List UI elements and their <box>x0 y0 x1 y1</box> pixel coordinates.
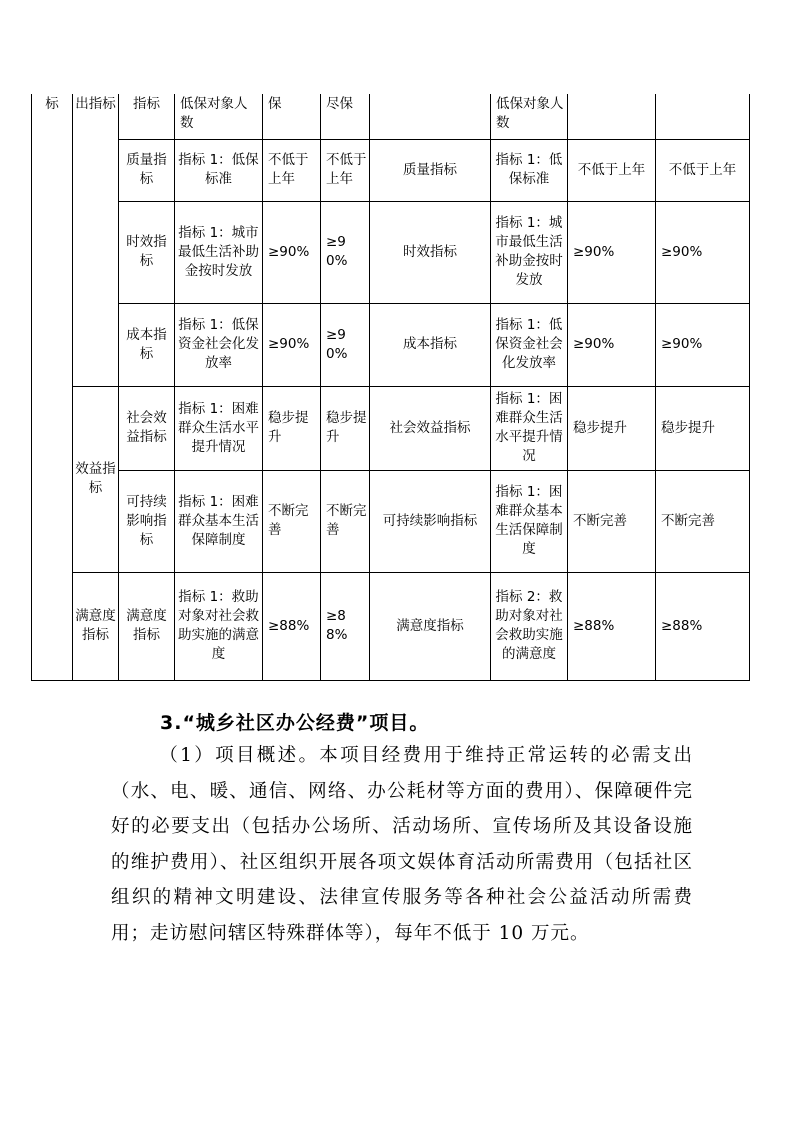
indicator-value-cell: ≥90% <box>568 201 656 303</box>
indicator-content-cell: 指标 2：救助对象对社会救助实施的满意度 <box>491 572 568 680</box>
indicator-value-cell: 不断完善 <box>656 470 750 572</box>
indicator-content-cell: 指标 1：低保资金社会化发放率 <box>175 303 263 386</box>
indicator-value-cell <box>656 94 750 139</box>
indicator-value-cell: 尽保 <box>321 94 370 139</box>
indicator-value-cell: ≥90% <box>321 303 370 386</box>
indicator-value-cell: 不断完善 <box>321 470 370 572</box>
indicator-value-cell: ≥90% <box>263 201 321 303</box>
level3-indicator-cell <box>370 94 491 139</box>
paragraph-text: （1）项目概述。本项目经费用于维持正常运转的必需支出（水、电、暖、通信、网络、办公耗材等方面的费用）、保障硬件完好的必要支出（包括办公场所、活动场所、宣传场所及其设备设施的维护费用）、社区组织开展各项文娱体育活动所需费用（包括社区组织的精神文明建设、法律宣传服务等各种社会公益活动所需费用；走访慰问辖区特殊群体等），每年不低于 10 万元。 <box>111 745 693 944</box>
indicator-content-cell: 指标 1：城市最低生活补助金按时发放 <box>175 201 263 303</box>
indicator-content-cell: 指标 1：救助对象对社会救助实施的满意度 <box>175 572 263 680</box>
indicator-value-cell: ≥90% <box>263 303 321 386</box>
indicator-value-cell: 不断完善 <box>263 470 321 572</box>
indicator-value-cell: 不低于上年 <box>568 139 656 201</box>
benefit-indicator-cell: 效益指标 <box>73 386 119 572</box>
level3-indicator-cell: 社会效益指标 <box>119 386 175 470</box>
indicator-value-cell: 保 <box>263 94 321 139</box>
indicator-value-cell: ≥90% <box>321 201 370 303</box>
indicator-value-cell: 不低于上年 <box>263 139 321 201</box>
indicator-value-cell: ≥88% <box>321 572 370 680</box>
indicator-content-cell: 指标 1：困难群众基本生活保障制度 <box>491 470 568 572</box>
indicator-content-cell: 指标 1：低保标准 <box>491 139 568 201</box>
level3-indicator-cell: 满意度指标 <box>370 572 491 680</box>
indicator-value-cell: 稳步提升 <box>321 386 370 470</box>
indicator-value-cell: 不断完善 <box>568 470 656 572</box>
indicator-content-cell: 指标 1：困难群众基本生活保障制度 <box>175 470 263 572</box>
indicator-value-cell: ≥88% <box>656 572 750 680</box>
output-indicator-cell: 出指标 <box>73 94 119 386</box>
indicator-content-cell: 指标 1：城市最低生活补助金按时发放 <box>491 201 568 303</box>
level3-indicator-cell: 质量指标 <box>119 139 175 201</box>
satisfaction-indicator-cell: 满意度指标 <box>73 572 119 680</box>
level1-indicator-cell: 标 <box>32 94 73 680</box>
level3-indicator-cell: 时效指标 <box>370 201 491 303</box>
indicator-value-cell <box>568 94 656 139</box>
indicator-value-cell: ≥90% <box>656 201 750 303</box>
level3-indicator-cell: 可持续影响指标 <box>370 470 491 572</box>
indicator-content-cell: 指标 1：困难群众生活水平提升情况 <box>175 386 263 470</box>
level3-indicator-cell: 成本指标 <box>119 303 175 386</box>
level3-indicator-cell: 指标 <box>119 94 175 139</box>
indicator-value-cell: 稳步提升 <box>568 386 656 470</box>
indicator-value-cell: 稳步提升 <box>656 386 750 470</box>
indicator-value-cell: ≥88% <box>568 572 656 680</box>
level3-indicator-cell: 质量指标 <box>370 139 491 201</box>
indicator-value-cell: ≥88% <box>263 572 321 680</box>
section-heading: 3.“城乡社区办公经费”项目。 <box>160 712 430 734</box>
level3-indicator-cell: 成本指标 <box>370 303 491 386</box>
indicator-value-cell: 不低于上年 <box>321 139 370 201</box>
level3-indicator-cell: 社会效益指标 <box>370 386 491 470</box>
indicator-content-cell: 低保对象人数 <box>175 94 263 139</box>
indicator-value-cell: 不低于上年 <box>656 139 750 201</box>
level3-indicator-cell: 时效指标 <box>119 201 175 303</box>
indicator-value-cell: ≥90% <box>656 303 750 386</box>
project-overview-paragraph <box>111 738 693 951</box>
indicator-content-cell: 指标 1：低保标准 <box>175 139 263 201</box>
indicator-content-cell: 指标 1：低保资金社会化发放率 <box>491 303 568 386</box>
level3-indicator-cell: 满意度指标 <box>119 572 175 680</box>
performance-indicator-table <box>31 94 750 681</box>
indicator-value-cell: 稳步提升 <box>263 386 321 470</box>
indicator-value-cell: ≥90% <box>568 303 656 386</box>
indicator-content-cell: 低保对象人数 <box>491 94 568 139</box>
level3-indicator-cell: 可持续影响指标 <box>119 470 175 572</box>
indicator-content-cell: 指标 1：困难群众生活水平提升情况 <box>491 386 568 470</box>
